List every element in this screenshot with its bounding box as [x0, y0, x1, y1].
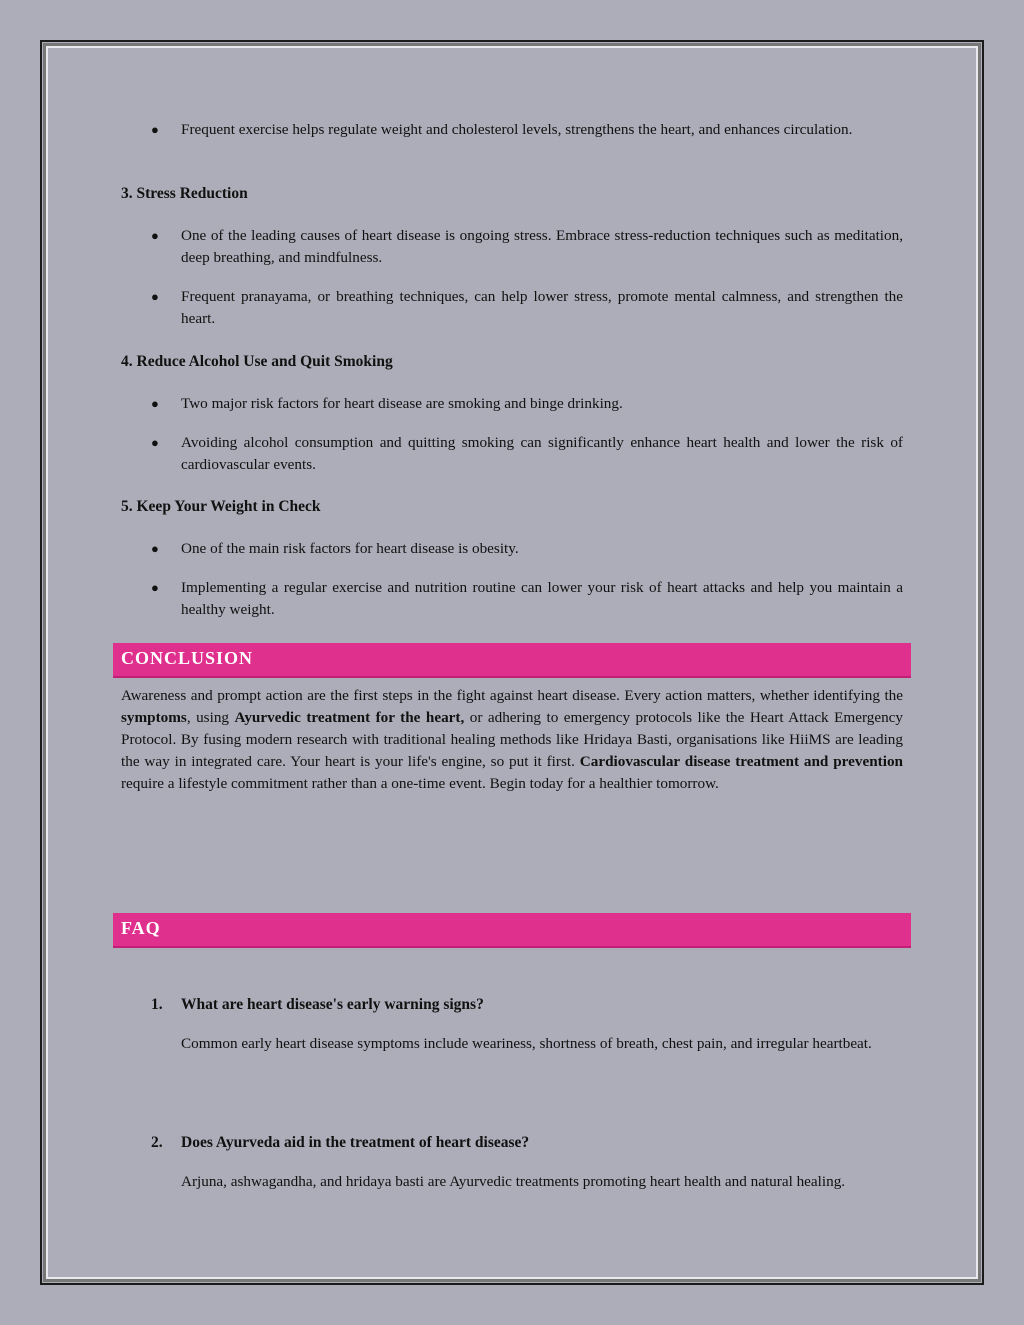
conclusion-header-band: [113, 643, 911, 678]
faq-number: 2.: [151, 1134, 163, 1151]
faq-question: Does Ayurveda aid in the treatment of heart disease?: [181, 1134, 530, 1151]
bullet-icon: ●: [151, 228, 159, 243]
list-item: ● One of the main risk factors for heart disease is obesity.: [121, 538, 903, 560]
faq-answer: Arjuna, ashwagandha, and hridaya basti are Ayurvedic treatments promoting heart health and natural healing.: [181, 1173, 846, 1190]
bullet-list: [121, 119, 903, 141]
keyword-symptoms: symptoms: [121, 709, 187, 726]
faq-item-2: [121, 1132, 903, 1193]
section5-list-2: [121, 577, 903, 621]
list-item: ● One of the leading causes of heart disease is ongoing stress. Embrace stress-reduction techniques such as meditation, deep breathing, and mindfulness.: [151, 227, 903, 266]
conclusion-body: [121, 685, 903, 795]
list-item: ● Frequent exercise helps regulate weight and cholesterol levels, strengthens the heart, and enhances circulation.: [121, 119, 903, 141]
bullet-icon: ●: [151, 580, 159, 595]
section4-heading: 4. Reduce Alcohol Use and Quit Smoking: [121, 353, 393, 370]
list-item: [121, 1132, 903, 1193]
section4-list: [121, 393, 903, 415]
faq-item-1: [121, 994, 903, 1055]
section3-heading: 3. Stress Reduction: [121, 185, 248, 202]
list-item: [121, 994, 903, 1055]
section5-list: [121, 538, 903, 560]
faq-answer: Common early heart disease symptoms include weariness, shortness of breath, chest pain, and irregular heartbeat.: [181, 1035, 872, 1052]
conclusion-title: CONCLUSION: [121, 648, 254, 668]
conclusion-paragraph: Awareness and prompt action are the first steps in the fight against heart disease. Every action matters, whether identifying the symptoms, using Ayurvedic treatment for the heart, or adhering to emergency protocols like the Heart Attack Emergency Protocol. By fusing modern research with traditional healing methods like Hridaya Basti, organisations like HiiMS are leading the way in integrated care. Your heart is your life's engine, so put it first. Cardiovascular disease treatment and prevention require a lifestyle commitment rather than a one-time event. Begin today for a healthier tomorrow.: [121, 687, 903, 792]
section3-list: [121, 225, 903, 269]
list-item: ● Frequent pranayama, or breathing techniques, can help lower stress, promote mental calmness, and strengthen the heart.: [151, 288, 903, 327]
bullet-icon: ●: [151, 396, 159, 411]
list-item: ● Two major risk factors for heart disease are smoking and binge drinking.: [121, 393, 903, 415]
faq-title: FAQ: [121, 918, 161, 938]
section2-tail: [121, 119, 903, 141]
keyword-ayurvedic-treatment: Ayurvedic treatment for the heart,: [234, 709, 465, 726]
section3-list-2: [121, 286, 903, 330]
keyword-cardiovascular-treatment: Cardiovascular disease treatment and prevention: [579, 753, 903, 770]
list-item: ● Avoiding alcohol consumption and quitting smoking can significantly enhance heart health and lower the risk of cardiovascular events.: [151, 434, 903, 473]
faq-header-band: [113, 913, 911, 948]
section4-list-2: [121, 432, 903, 476]
bullet-icon: ●: [151, 122, 159, 137]
faq-question: What are heart disease's early warning signs?: [181, 996, 484, 1013]
bullet-icon: ●: [151, 289, 159, 304]
faq-number: 1.: [151, 996, 163, 1013]
list-item: ● Implementing a regular exercise and nutrition routine can lower your risk of heart attacks and help you maintain a healthy weight.: [151, 579, 903, 618]
section5-heading: 5. Keep Your Weight in Check: [121, 498, 321, 515]
bullet-icon: ●: [151, 541, 159, 556]
bullet-icon: ●: [151, 435, 159, 450]
